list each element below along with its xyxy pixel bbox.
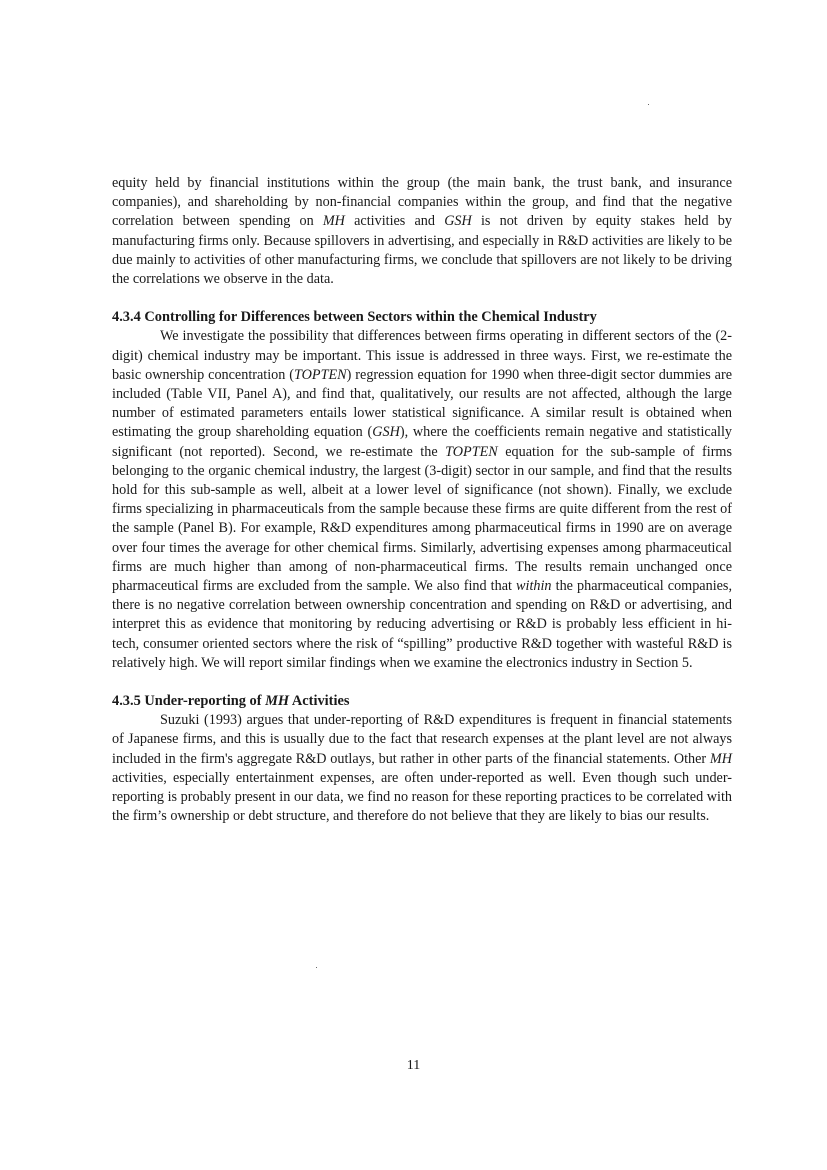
section-heading-4-3-5: 4.3.5 Under-reporting of MH Activities	[112, 693, 350, 710]
scan-speck	[648, 104, 649, 105]
section-gap	[112, 673, 732, 692]
section-heading-4-3-4: 4.3.4 Controlling for Differences between Sectors within the Chemical Industry	[112, 309, 597, 326]
intro-paragraph: equity held by financial institutions within the group (the main bank, the trust bank, and insurance companies), and shareholding by non-financial companies within the group, and find that the negative correlation between spending on MH activities and GSH is not driven by equity stakes held by manufacturing firms only. Because spillovers in advertising, and especially in R&D activities are likely to be due mainly to activities of other manufacturing firms, we conclude that spillovers are not likely to be driving the correlations we observe in the data.	[112, 175, 732, 288]
section-4-3-5-paragraph: Suzuki (1993) argues that under-reporting of R&D expenditures is frequent in financial statements of Japanese firms, and this is usually due to the fact that research expenses at the plant level are not always included in the firm's aggregate R&D outlays, but rather in other parts of the financial statements. Other MH activities, especially entertainment expenses, are often under-reported as well. Even though such under-reporting is probably present in our data, we find no reason for these reporting practices to be correlated with the firm’s ownership or debt structure, and therefore do not believe that they are likely to bias our results.	[112, 712, 732, 825]
document-page	[112, 174, 732, 827]
page-number: 11	[406, 1058, 421, 1073]
section-gap	[112, 289, 732, 308]
scan-speck	[316, 967, 317, 968]
section-4-3-4-paragraph: We investigate the possibility that differences between firms operating in different sectors of the (2-digit) chemical industry may be important. This issue is addressed in three ways. First, we re-estimate the basic ownership concentration (TOPTEN) regression equation for 1990 when three-digit sector dummies are included (Table VII, Panel A), and find that, qualitatively, our results are not affected, although the large number of estimated parameters entails lower statistical significance. A similar result is obtained when estimating the group shareholding equation (GSH), where the coefficients remain negative and statistically significant (not reported). Second, we re-estimate the TOPTEN equation for the sub-sample of firms belonging to the organic chemical industry, the largest (3-digit) sector in our sample, and find that the results hold for this sub-sample as well, albeit at a lower level of significance (not shown). Finally, we exclude firms specializing in pharmaceuticals from the sample because these firms are quite different from the rest of the sample (Panel B). For example, R&D expenditures among pharmaceutical firms in 1990 are on average over four times the average for other chemical firms. Similarly, advertising expenses among pharmaceutical firms are much higher than among of non-pharmaceutical firms. The results remain unchanged once pharmaceutical firms are excluded from the sample. We also find that within the pharmaceutical companies, there is no negative correlation between ownership concentration and spending on R&D or advertising, and interpret this as evidence that monitoring by reducing advertising or R&D is probably less efficient in hi-tech, consumer oriented sectors where the risk of “spilling” productive R&D together with wasteful R&D is relatively high. We will report similar findings when we examine the electronics industry in Section 5.	[112, 328, 733, 671]
